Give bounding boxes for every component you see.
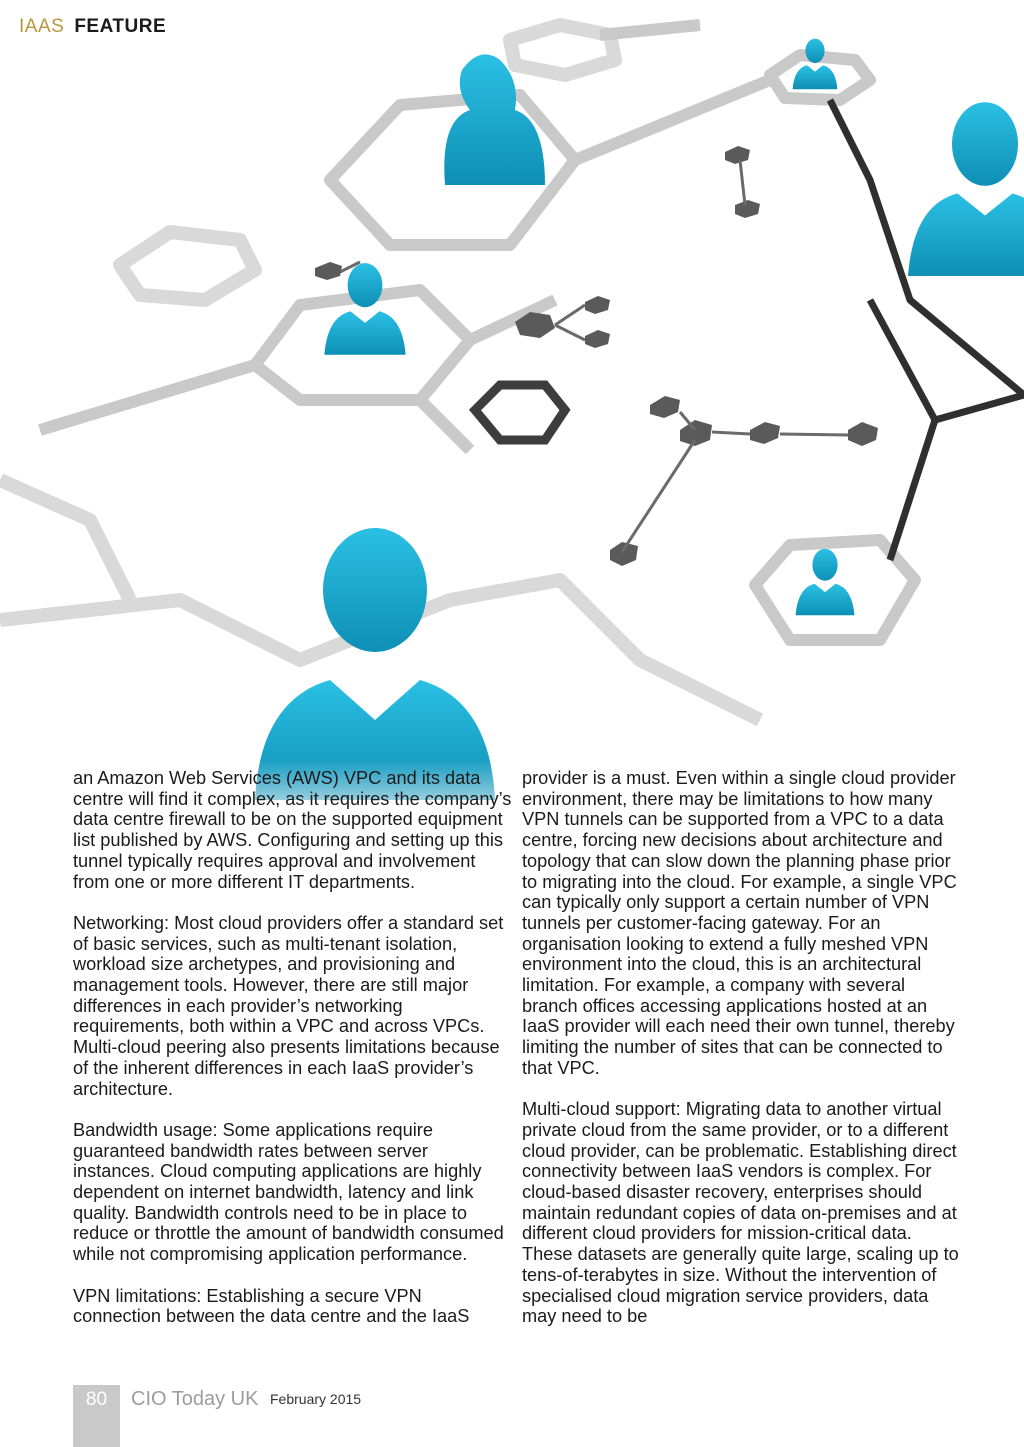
paragraph: Bandwidth usage: Some applications require guaranteed bandwidth rates between server instances. Cloud computing applications are highly dependent on internet bandwidth, latency and link quality. Bandwidth controls need to be in place to reduce or throttle the amount of bandwidth consumed while not compromising application performance. — [73, 1119, 504, 1265]
right-column — [522, 768, 962, 1348]
section-label: IAAS — [19, 16, 65, 37]
paragraph: Multi-cloud support: Migrating data to another virtual private cloud from the same provider, or to a different cloud provider, can be problematic. Establishing direct connectivity between IaaS vendors is complex. For cloud-based disaster recovery, enterprises should maintain redundant copies of data on-premises and at different cloud providers for mission-critical data. These datasets are generally quite large, scaling up to tens-of-terabytes in size. Without the intervention of specialised cloud migration service providers, data may need to be — [522, 1099, 959, 1327]
left-column — [73, 768, 513, 1348]
publication-name: CIO Today UK — [131, 1388, 259, 1410]
paragraph: an Amazon Web Services (AWS) VPC and its data centre will find it complex, as it requires the company’s data centre firewall to be on the supported equipment list published by AWS. Configuring and setting up this tunnel typically requires approval and involvement from one or more different IT departments. — [73, 768, 512, 892]
person-icon-large — [255, 528, 495, 800]
feature-label: FEATURE — [74, 16, 167, 37]
page-number: 80 — [85, 1389, 108, 1410]
issue-date: February 2015 — [270, 1391, 362, 1407]
paragraph: Networking: Most cloud providers offer a standard set of basic services, such as multi-tenant isolation, workload size archetypes, and provisioning and management tools. However, there are still major differences in each provider’s networking requirements, both within a VPC and across VPCs. Multi-cloud peering also presents limitations because of the inherent differences in each IaaS provider’s architecture. — [73, 912, 504, 1099]
paragraph: VPN limitations: Establishing a secure VPN connection between the data centre and the IaaS — [73, 1285, 470, 1327]
paragraph: provider is a must. Even within a single cloud provider environment, there may be limitations to how many VPN tunnels can be supported from a VPC to a data centre, forcing new decisions about architecture and topology that can slow down the planning phase prior to migrating into the cloud. For example, a single VPC can typically only support a certain number of VPN tunnels per customer-facing gateway. For an organisation looking to extend a fully meshed VPN environment into the cloud, this is an architectural limitation. For example, a company with several branch offices accessing applications hosted at an IaaS provider will each need their own tunnel, thereby limiting the number of sites that can be connected to that VPC. — [522, 768, 957, 1078]
